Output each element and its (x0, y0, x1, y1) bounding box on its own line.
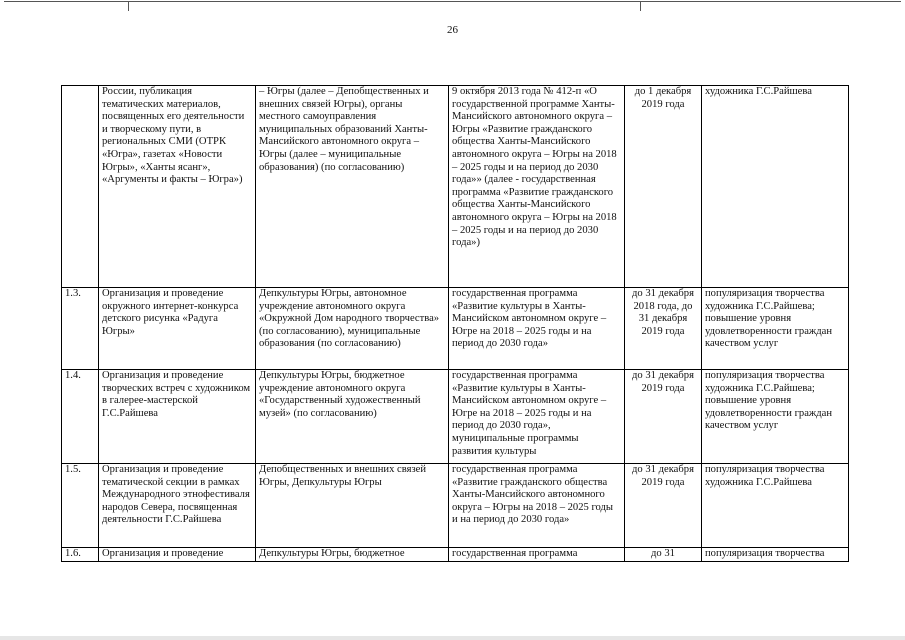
responsible-cell: Депкультуры Югры, бюджетное учреждение автономного округа «Государственный художественный музей» (по согласованию) (256, 370, 449, 464)
funding-cell: государственная программа «Развитие культуры в Ханты-Мансийском автономном округе – Югре на 2018 – 2025 годы и на период до 2030 года», муниципальные программы развития культуры (449, 370, 625, 464)
deadline-cell: до 31 (625, 548, 702, 562)
deadline-cell: до 31 декабря 2018 года, до 31 декабря 2019 года (625, 288, 702, 370)
responsible-cell: Депкультуры Югры, бюджетное (256, 548, 449, 562)
event-cell: Организация и проведение тематической секции в рамках Международного этнофестиваля народов Севера, посвященная деятельности Г.С.Райшева (99, 464, 256, 548)
funding-cell: государственная программа «Развитие культуры в Ханты-Мансийском автономном округе – Югре на 2018 – 2025 годы и на период до 2030 года» (449, 288, 625, 370)
responsible-cell: Депобщественных и внешних связей Югры, Депкультуры Югры (256, 464, 449, 548)
scan-top-rule (4, 1, 901, 2)
table-row (62, 288, 849, 370)
result-cell: популяризация творчества (702, 548, 849, 562)
row-number: 1.3. (62, 288, 99, 370)
table-row (62, 370, 849, 464)
result-cell: популяризация творчества художника Г.С.Райшева; повышение уровня удовлетворенности граждан качеством услуг (702, 288, 849, 370)
scan-top-tick (640, 1, 641, 11)
result-cell: популяризация творчества художника Г.С.Райшева; повышение уровня удовлетворенности граждан качеством услуг (702, 370, 849, 464)
table-row (62, 548, 849, 562)
row-number: 1.6. (62, 548, 99, 562)
deadline-cell: до 1 декабря 2019 года (625, 86, 702, 288)
row-number: 1.5. (62, 464, 99, 548)
responsible-cell: – Югры (далее – Депобщественных и внешних связей Югры), органы местного самоуправления муниципальных образований Ханты-Мансийского автономного округа – Югры (далее – муниципальные образования) (по согласованию) (256, 86, 449, 288)
funding-cell: государственная программа «Развитие гражданского общества Ханты-Мансийского автономного округа – Югры на 2018 – 2025 годы и на период до 2030 года» (449, 464, 625, 548)
deadline-cell: до 31 декабря 2019 года (625, 464, 702, 548)
funding-cell: государственная программа (449, 548, 625, 562)
page-number: 26 (447, 24, 458, 36)
deadline-cell: до 31 декабря 2019 года (625, 370, 702, 464)
row-number (62, 86, 99, 288)
scan-top-tick (128, 1, 129, 11)
event-cell: Организация и проведение (99, 548, 256, 562)
funding-cell: 9 октября 2013 года № 412-п «О государственной программе Ханты-Мансийского автономного округа – Югры «Развитие гражданского общества Ханты-Мансийского автономного округа – Югры на 2018 – 2025 годы и на период до 2030 года»» (далее - государственная программа «Развитие гражданского общества Ханты-Мансийского автономного округа – Югры на 2018 – 2025 годы и на период до 2030 года») (449, 86, 625, 288)
row-number: 1.4. (62, 370, 99, 464)
table-row (62, 464, 849, 548)
action-plan-table (61, 85, 849, 562)
responsible-cell: Депкультуры Югры, автономное учреждение автономного округа «Окружной Дом народного творчества» (по согласованию), муниципальные образования (по согласованию) (256, 288, 449, 370)
table-row (62, 86, 849, 288)
result-cell: художника Г.С.Райшева (702, 86, 849, 288)
result-cell: популяризация творчества художника Г.С.Райшева (702, 464, 849, 548)
event-cell: Организация и проведение окружного интернет-конкурса детского рисунка «Радуга Югры» (99, 288, 256, 370)
scan-bottom-edge (0, 636, 905, 640)
event-cell: Организация и проведение творческих встреч с художником в галерее-мастерской Г.С.Райшева (99, 370, 256, 464)
event-cell: России, публикация тематических материалов, посвященных его деятельности и творческому пути, в региональных СМИ (ОТРК «Югра», газетах «Новости Югры», «Ханты ясанг», «Аргументы и факты – Югра») (99, 86, 256, 288)
